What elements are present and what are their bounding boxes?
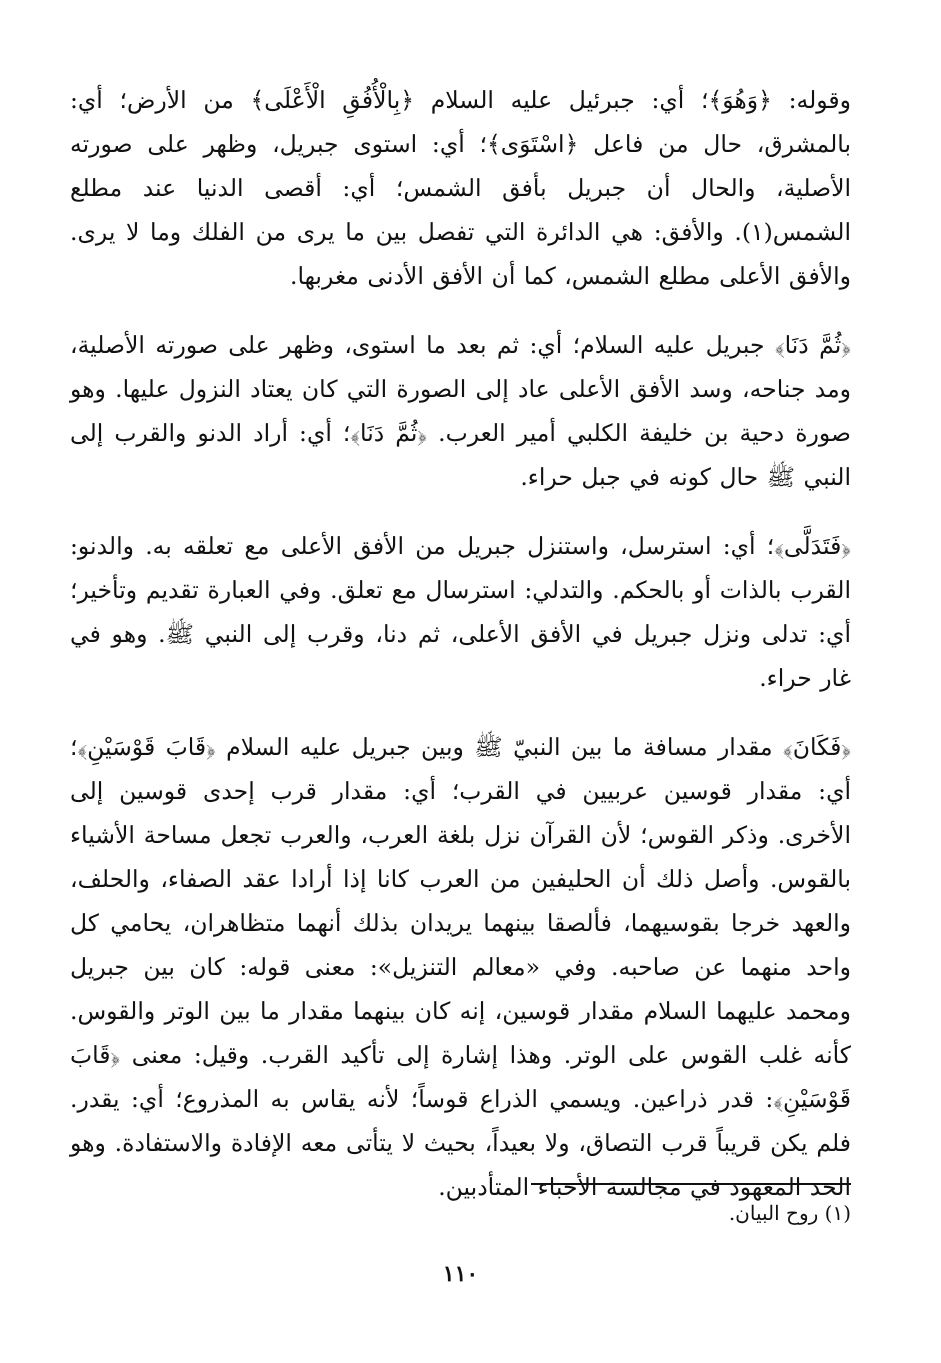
paragraph-3: ﴿فَتَدَلَّى﴾؛ أي: استرسل، واستنزل جبريل من الأفق الأعلى مع تعلقه به. والدنو: القرب بالذات أو بالحكم. والتدلي: استرسال مع تعلق. وفي العبارة تقديم وتأخير؛ أي: تدلى ونزل جبريل في الأفق الأعلى، ثم دنا، وقرب إلى النبي ﷺ. وهو في غار حراء. — [70, 532, 851, 692]
paragraph-4: ﴿فَكَانَ﴾ مقدار مسافة ما بين النبيّ ﷺ وبين جبريل عليه السلام ﴿قَابَ قَوْسَيْنِ﴾؛ أي: مقدار قوسين عربيين في القرب؛ أي: مقدار قرب إحدى قوسين إلى الأخرى. وذكر القوس؛ لأن القرآن نزل بلغة العرب، والعرب تجعل مساحة الأشياء بالقوس. وأصل ذلك أن الحليفين من العرب كانا إذا أرادا عقد الصفاء، والحلف، والعهد خرجا بقوسيهما، فألصقا بينهما يريدان بذلك أنهما متظاهران، يحامي كل واحد منهما عن صاحبه. وفي «معالم التنزيل»: معنى قوله: كان بين جبريل ومحمد عليهما السلام مقدار قوسين، إنه كان بينهما مقدار ما بين الوتر والقوس. كأنه غلب القوس على الوتر. وهذا إشارة إلى تأكيد القرب. وقيل: معنى ﴿قَابَ قَوْسَيْنِ﴾: قدر ذراعين. ويسمي الذراع قوساً؛ لأنه يقاس به المذروع؛ أي: يقدر. فلم يكن قريباً قرب التصاق، ولا بعيداً، بحيث لا يتأتى معه الإفادة والاستفادة. وهو الحد المعهود في مجالسة الأحباء المتأدبين. — [70, 733, 851, 1201]
book-page — [70, 78, 851, 1323]
footnote-divider — [531, 1183, 851, 1185]
footnote: (١) روح البيان. — [728, 1201, 851, 1225]
page-number: ١١٠ — [442, 1261, 479, 1287]
paragraph-2: ﴿ثُمَّ دَنَا﴾ جبريل عليه السلام؛ أي: ثم بعد ما استوى، وظهر على صورته الأصلية، ومد جناحه، وسد الأفق الأعلى عاد إلى الصورة التي كان يعتاد النزول عليها. وهو صورة دحية بن خليفة الكلبي أمير العرب. ﴿ثُمَّ دَنَا﴾؛ أي: أراد الدنو والقرب إلى النبي ﷺ حال كونه في جبل حراء. — [70, 331, 851, 491]
paragraph-1: وقوله: ﴿وَهُوَ﴾؛ أي: جبرئيل عليه السلام ﴿بِالْأُفُقِ الْأَعْلَى﴾ من الأرض؛ أي: بالمشرق، حال من فاعل ﴿اسْتَوَى﴾؛ أي: استوى جبريل، وظهر على صورته الأصلية، والحال أن جبريل بأفق الشمس؛ أي: أقصى الدنيا عند مطلع الشمس(١). والأفق: هي الدائرة التي تفصل بين ما يرى من الفلك وما لا يرى. والأفق الأعلى مطلع الشمس، كما أن الأفق الأدنى مغربها. — [70, 86, 851, 290]
